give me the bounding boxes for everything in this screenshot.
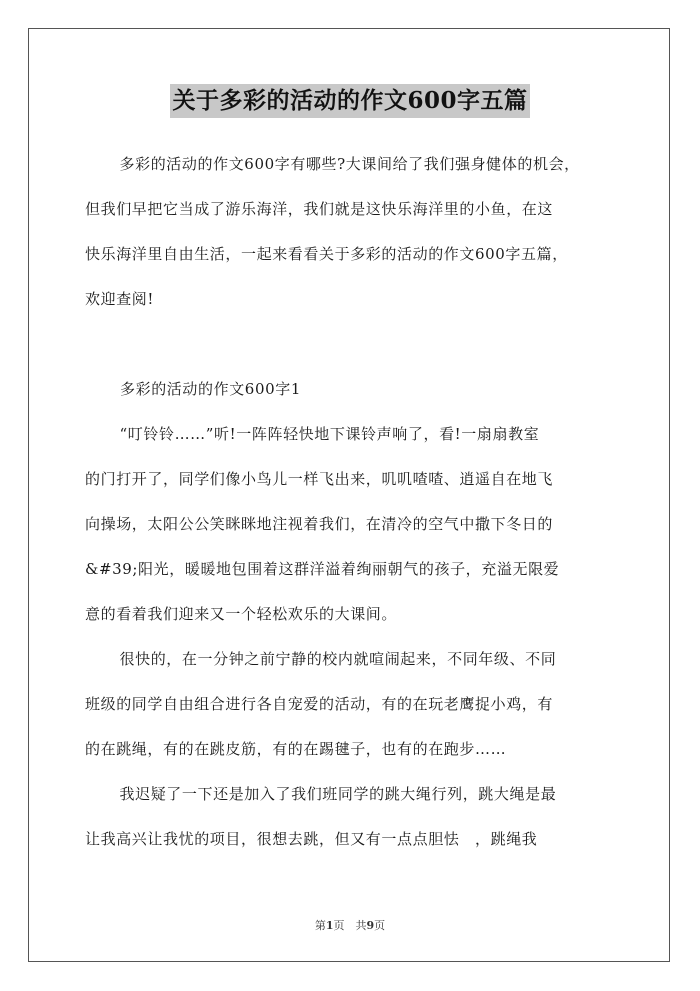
section-heading: 多彩的活动的作文600字1 <box>120 380 301 398</box>
text-line: 我迟疑了一下还是加入了我们班同学的跳大绳行列，跳大绳是最 <box>119 785 557 803</box>
paragraph-spacer <box>85 322 635 367</box>
text-line: 多彩的活动的作文600字有哪些?大课间给了我们强身健体的机会， <box>119 155 580 173</box>
text-line: 欢迎查阅! <box>85 290 155 308</box>
paragraph-3 <box>85 772 635 862</box>
text-line: 意的看着我们迎来又一个轻松欢乐的大课间。 <box>85 605 398 623</box>
text-line: 向操场，太阳公公笑眯眯地注视着我们，在清冷的空气中撒下冬日的 <box>85 515 554 533</box>
text-line: &#39;阳光，暖暖地包围着这群洋溢着绚丽朝气的孩子，充溢无限爱 <box>85 560 560 578</box>
title-wrap <box>0 84 700 118</box>
page-footer <box>0 917 700 933</box>
text-line: 快乐海洋里自由生活，一起来看看关于多彩的活动的作文600字五篇， <box>85 245 568 263</box>
text-line: 的门打开了，同学们像小鸟儿一样飞出来，叽叽喳喳、逍遥自在地飞 <box>85 470 554 488</box>
text-line: 让我高兴让我忧的项目，很想去跳，但又有一点点胆怯 ，跳绳我 <box>85 830 538 848</box>
intro-paragraph <box>85 142 635 322</box>
text-line: 很快的，在一分钟之前宁静的校内就喧闹起来，不同年级、不同 <box>119 650 557 668</box>
paragraph-1 <box>85 412 635 637</box>
page-mid: 页 共 <box>333 919 367 932</box>
page-suffix: 页 <box>374 919 386 932</box>
text-line: 但我们早把它当成了游乐海洋，我们就是这快乐海洋里的小鱼，在这 <box>85 200 554 218</box>
text-line: “叮铃铃……”听!一阵阵轻快地下课铃声响了，看!一扇扇教室 <box>119 425 540 443</box>
page-prefix: 第 <box>314 919 326 932</box>
paragraph-2 <box>85 637 635 772</box>
page-current: 1 <box>325 919 334 932</box>
document-body <box>85 142 635 862</box>
text-line: 的在跳绳，有的在跳皮筋，有的在踢毽子，也有的在跑步…… <box>85 740 507 758</box>
text-line: 班级的同学自由组合进行各自宠爱的活动，有的在玩老鹰捉小鸡，有 <box>85 695 554 713</box>
document-title: 关于多彩的活动的作文600字五篇 <box>170 84 529 118</box>
page-total: 9 <box>366 919 375 932</box>
